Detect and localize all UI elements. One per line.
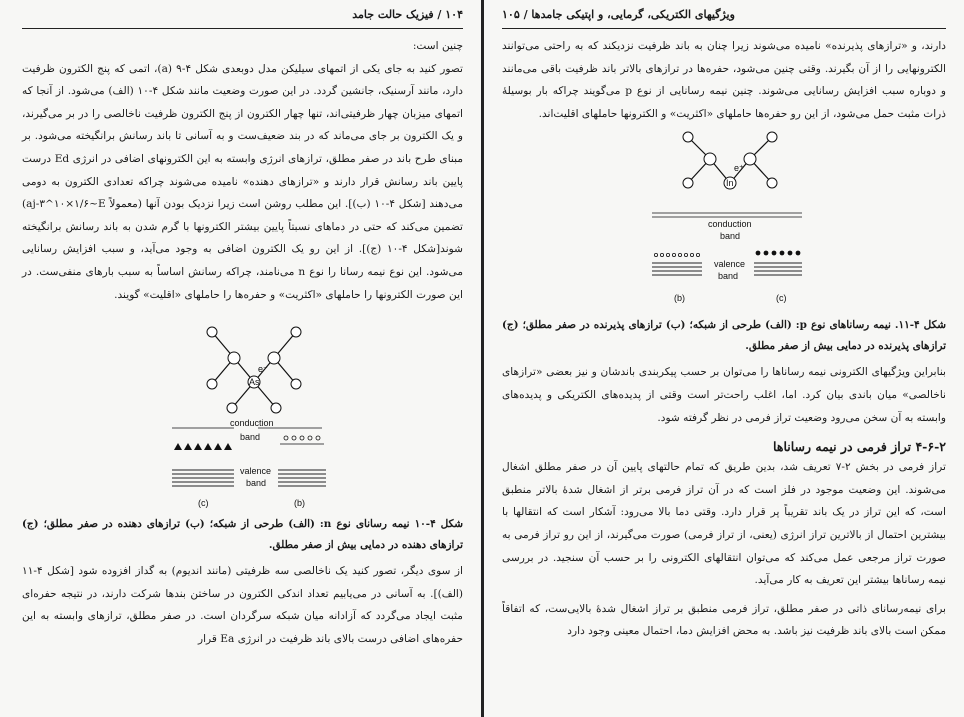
lattice-diagram-p [688, 137, 772, 183]
band-label-4: band [718, 271, 739, 282]
lattice-diagram [212, 332, 296, 408]
dopant-symbol-in: In [726, 178, 734, 189]
si-atom-7 [227, 403, 237, 413]
section-heading: ۴-۶-۲ تراز فرمی در نیمه رساناها [773, 439, 946, 455]
figure-4-10-caption: شکل ۴-۱۰ نیمه رسانای نوع n: (الف) طرحی از شبکه؛ (ب) ترازهای دهنده در صفر مطلق؛ (ج) ترازهای دهنده در دمایی بیش از صفر مطلق. [22, 518, 463, 552]
acceptor-levels-b [654, 254, 699, 257]
si-atom-6 [291, 379, 301, 389]
left-page-header: ۱۰۴ / فیزیک حالت جامد [22, 4, 463, 29]
panel-label-p-b: (b) [674, 293, 685, 304]
band-label-1: band [240, 432, 261, 443]
panel-label-b: (b) [294, 498, 305, 509]
right-paragraph-4: برای نیمه‌رسانای ذاتی در صفر مطلق، تراز فرمی منطبق بر تراز اشغال شدهٔ بالایی‌ست، که اتفاقاً ممکن است بالای باند ظرفیت نیز باشد. به محض افزایش دما، احتمال معینی وجود دارد [502, 602, 946, 638]
extra-electron-label: e⁻ [258, 364, 268, 375]
right-page [484, 0, 964, 717]
dopant-symbol: As [249, 377, 260, 388]
conduction-label-2: conduction [708, 219, 752, 230]
valence-band-b [278, 470, 326, 486]
si-atom-5 [207, 379, 217, 389]
left-intro: چنین است: [412, 40, 463, 52]
si-atom-3 [228, 352, 240, 364]
si-atom-8 [271, 403, 281, 413]
figure-4-11 [502, 129, 946, 315]
figure-4-11-caption: شکل ۴-۱۱. نیمه رساناهای نوع p: (الف) طرحی از شبکه؛ (ب) ترازهای پذیرنده در صفر مطلق؛ (ج) ترازهای پذیرنده در دمایی بیش از صفر مطلق. [502, 319, 946, 353]
left-paragraph-2: از سوی دیگر، تصور کنید یک ناخالصی سه ظرفیتی (مانند اندیوم) به گداز افزوده شود [شکل ۴-۱۱ (الف)]. به آسانی در می‌یابیم تعداد اندکی الکترون در ساختن بندها شرکت دارند، در نتیجه حفره‌ای مثبت ایجاد می‌گردد که آزادانه میان شبکه سرگردان است. در صفر مطلق، ترازهای وابسته به این حفره‌های اضافی درست بالای باند ظرفیت در انرژی Ea قرار [22, 565, 463, 645]
valence-band-p-c [754, 263, 802, 275]
figure-4-11-svg [502, 129, 942, 315]
left-page [0, 0, 481, 717]
right-paragraph-1: دارند، و «ترازهای پذیرنده» نامیده می‌شوند زیرا چنان به باند ظرفیت نزدیکند که به راحتی می‌توانند الکترونهایی را از آن بگیرند. وقتی چنین می‌شود، حفره‌ها در ترازهای بالاتر باند ظرفیت باقی می‌مانند و دوباره سبب افزایش رسانایی می‌شوند. چنین نیمه رسانایی از نوع p می‌گویند چراکه بار بوسیلهٔ ذرات مثبت حمل می‌شود، از این رو حفره‌ها حاملهای «اکثریت» و الکترونها حاملهای اقلیت‌اند. [502, 40, 946, 120]
panel-label-p-c: (c) [776, 293, 787, 304]
ionized-donors [280, 436, 324, 444]
donor-levels [174, 443, 232, 450]
si-atom-1 [207, 327, 217, 337]
valence-label-1: valence [240, 466, 272, 477]
band-label-2: band [246, 478, 267, 489]
si-atom-2 [291, 327, 301, 337]
figure-4-10-svg [22, 320, 462, 510]
si-atom-4 [268, 352, 280, 364]
valence-band-p-b [652, 263, 702, 275]
right-paragraph-2: بنابراین ویژگیهای الکترونی نیمه رساناها را می‌توان بر حسب پیکربندی باندشان و نیز بعضی «ترازهای ناخالصی» میان باندی بیان کرد. اما، اغلب راحت‌تر است وقتی از پدیده‌های الکتریکی و پدیده‌های وابسته به آن سخن می‌رود وضعیت تراز فرمی در نظر گرفته شود. [502, 366, 946, 424]
right-paragraph-3: تراز فرمی در بخش ۲-۷ تعریف شد، بدین طریق که تمام حالتهای پایین آن در صفر مطلق اشغال می‌شوند. این وضعیت موجود در فلز است که در آن تراز فرمی برتر از اشغال شدهٔ بالاتر منطبق است، که این تراز در یک باند تقریباً پر قرار دارد. وقتی دما بالا می‌رود: آشکار است که انتقالها با بیشترین احتمال از بالاترین تراز انرژی (یعنی، از تراز فرمی) صورت می‌گیرند، از این رو تراز فرمی به صورت تراز مرجعی عمل می‌کند که می‌توان انتقالهای الکترونی را بر حسب آن سنجید. در بررسی نیمه رساناها بیشتر این تعریف به کار می‌آید. [502, 461, 946, 587]
hole-label: e⁺ [734, 163, 744, 174]
figure-4-10 [22, 320, 463, 510]
band-label-3: band [720, 231, 741, 242]
panel-label-c: (c) [198, 498, 209, 509]
conduction-label-1: conduction [230, 418, 274, 429]
valence-label-2: valence [714, 259, 746, 270]
valence-band-a [172, 470, 234, 486]
right-page-header: ویژگیهای الکتریکی، گرمایی، و اپتیکی جامدها / ۱۰۵ [502, 4, 946, 29]
left-paragraph-1: تصور کنید به جای یکی از اتمهای سیلیکن مدل دوبعدی شکل ۴-۹ (a)، اتمی که پنج الکترون ظرفیت دارد، مانند آرسنیک، جانشین گردد. در این صورت وضعیت مانند شکل ۴-۱۰ (الف) می‌شود. از آنجا که اتمهای میزبان چهار ظرفیتی‌اند، تنها چهار الکترون از پنج الکترون ظرفیت ناخالصی را در بر می‌گیرند، و یک الکترون بر جای می‌ماند که در بند ضعیف‌ست و به آسانی تا باند رسانش برانگیخته می‌شود. بر مبنای طرح باند در صفر مطلق، ترازهای انرژی وابسته به این الکترونهای اضافی در انرژی Ed درست پایین باند رسانش قرار دارند و «ترازهای دهنده» نامیده می‌شوند چراکه تعدادی الکترون به دومی می‌دهند [شکل ۴-۱۰ (ب)]. این مطلب روشن است زیرا نزدیک بودن آنها (معمولاً aj-۳^۱۰×۱/۶~E) تضمین می‌کند که حتی در دماهای نسبتاً پایین بیشتر الکترونها با گرم شدن به باند رسانش برانگیخته شوند[شکل ۴-۱۰ (ج)]. از این رو یک الکترون اضافی به وجود می‌آید، و سبب افزایش رسانایی می‌شود. این نوع نیمه رسانا را نوع n می‌نامند، چراکه رسانش اساساً به سبب بارهای منفی‌ست. در این صورت الکترونها را حاملهای «اکثریت» و حفره‌ها را حاملهای «اقلیت» گویند. [22, 62, 464, 301]
acceptor-levels-c [756, 251, 801, 256]
